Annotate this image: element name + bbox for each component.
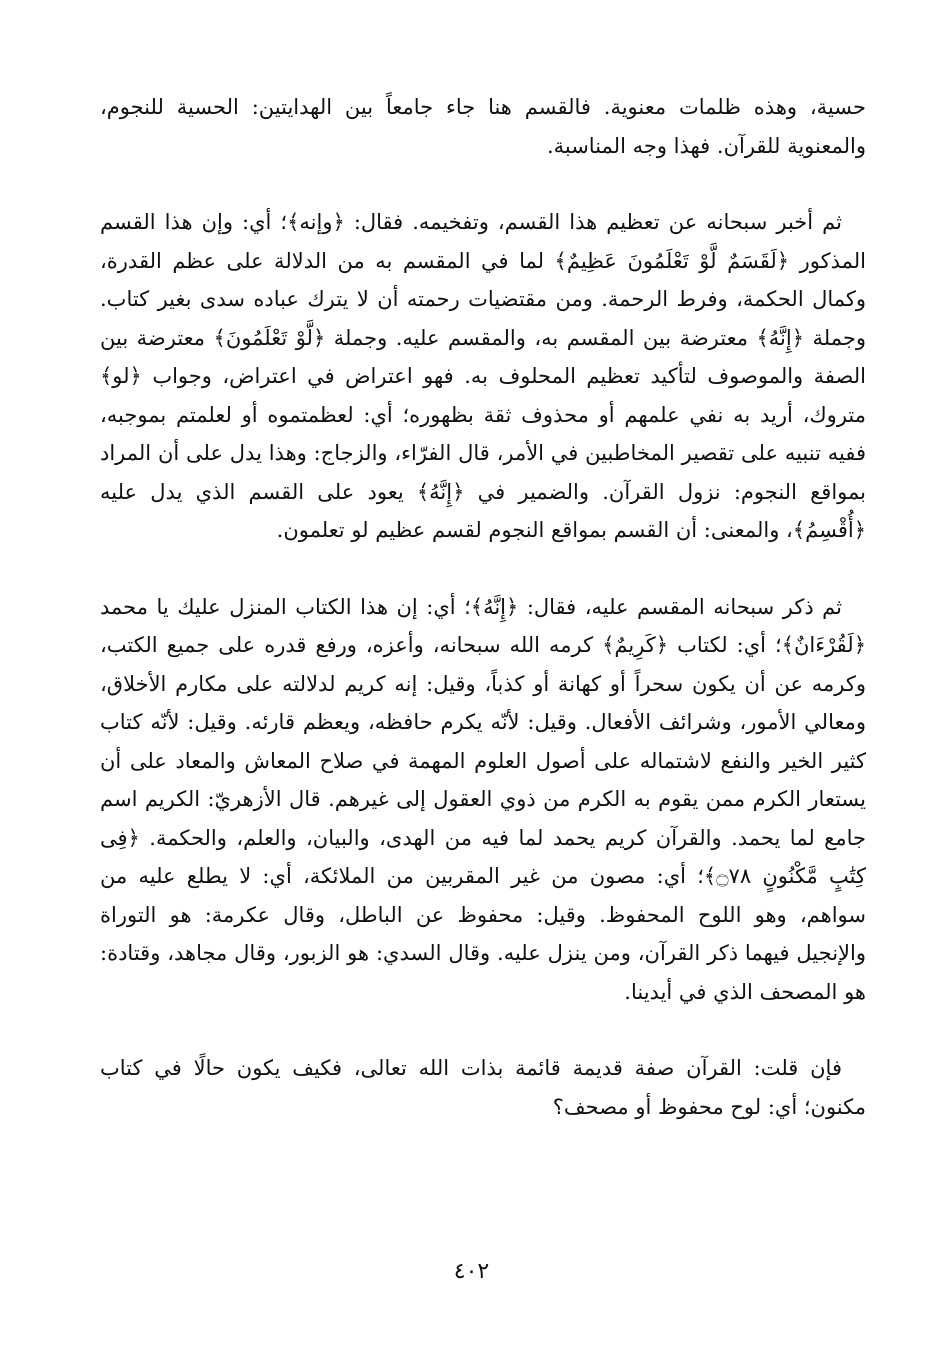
page-body	[100, 88, 866, 1164]
page-number: ٤٠٢	[453, 1259, 490, 1284]
paragraph-3: ثم ذكر سبحانه المقسم عليه، فقال: ﴿إِنَّهُ﴾؛ أي: إن هذا الكتاب المنزل عليك يا محمد ﴿لَقُرْءَانٌ﴾؛ أي: لكتاب ﴿كَرِيمٌ﴾ كرمه الله سبحانه، وأعزه، ورفع قدره على جميع الكتب، وكرمه عن أن يكون سحراً أو كهانة أو كذباً، وقيل: إنه كريم لدلالته على مكارم الأخلاق، ومعالي الأمور، وشرائف الأفعال. وقيل: لأنّه يكرم حافظه، ويعظم قارئه. وقيل: لأنّه كتاب كثير الخير والنفع لاشتماله على أصول العلوم المهمة في صلاح المعاش والمعاد على أن يستعار الكرم ممن يقوم به الكرم من ذوي العقول إلى غيرهم. قال الأزهريّ: الكريم اسم جامع لما يحمد. والقرآن كريم يحمد لما فيه من الهدى، والبيان، والعلم، والحكمة. ﴿فِى كِتَٰبٍ مَّكْنُونٍ ۝٧٨﴾؛ أي: مصون من غير المقربين من الملائكة، أي: لا يطلع عليه من سواهم، وهو اللوح المحفوظ. وقيل: محفوظ عن الباطل، وقال عكرمة: هو التوراة والإنجيل فيهما ذكر القرآن، ومن ينزل عليه. وقال السدي: هو الزبور، وقال مجاهد، وقتادة: هو المصحف الذي في أيدينا.	[100, 594, 866, 1004]
paragraph-1: حسية، وهذه ظلمات معنوية. فالقسم هنا جاء جامعاً بين الهدايتين: الحسية للنجوم، والمعنوية للقرآن. فهذا وجه المناسبة.	[100, 95, 866, 158]
paragraph-4: فإن قلت: القرآن صفة قديمة قائمة بذات الله تعالى، فكيف يكون حالًا في كتاب مكنون؛ أي: لوح محفوظ أو مصحف؟	[100, 1056, 866, 1119]
paragraph-2: ثم أخبر سبحانه عن تعظيم هذا القسم، وتفخيمه. فقال: ﴿وإنه﴾؛ أي: وإن هذا القسم المذكور ﴿لَقَسَمٌ لَّوْ تَعْلَمُونَ عَظِيمٌ﴾ لما في المقسم به من الدلالة على عظم القدرة، وكمال الحكمة، وفرط الرحمة. ومن مقتضيات رحمته أن لا يترك عباده سدى بغير كتاب. وجملة ﴿إِنَّهُ﴾ معترضة بين المقسم به، والمقسم عليه. وجملة ﴿لَّوْ تَعْلَمُونَ﴾ معترضة بين الصفة والموصوف لتأكيد تعظيم المحلوف به. فهو اعتراض في اعتراض، وجواب ﴿لو﴾ متروك، أريد به نفي علمهم أو محذوف ثقة بظهوره؛ أي: لعظمتموه أو لعلمتم بموجبه، ففيه تنبيه على تقصير المخاطبين في الأمر، قال الفرّاء، والزجاج: وهذا يدل على أن المراد بمواقع النجوم: نزول القرآن. والضمير في ﴿إِنَّهُ﴾ يعود على القسم الذي يدل عليه ﴿أُقْسِمُ﴾، والمعنى: أن القسم بمواقع النجوم لقسم عظيم لو تعلمون.	[100, 210, 866, 542]
